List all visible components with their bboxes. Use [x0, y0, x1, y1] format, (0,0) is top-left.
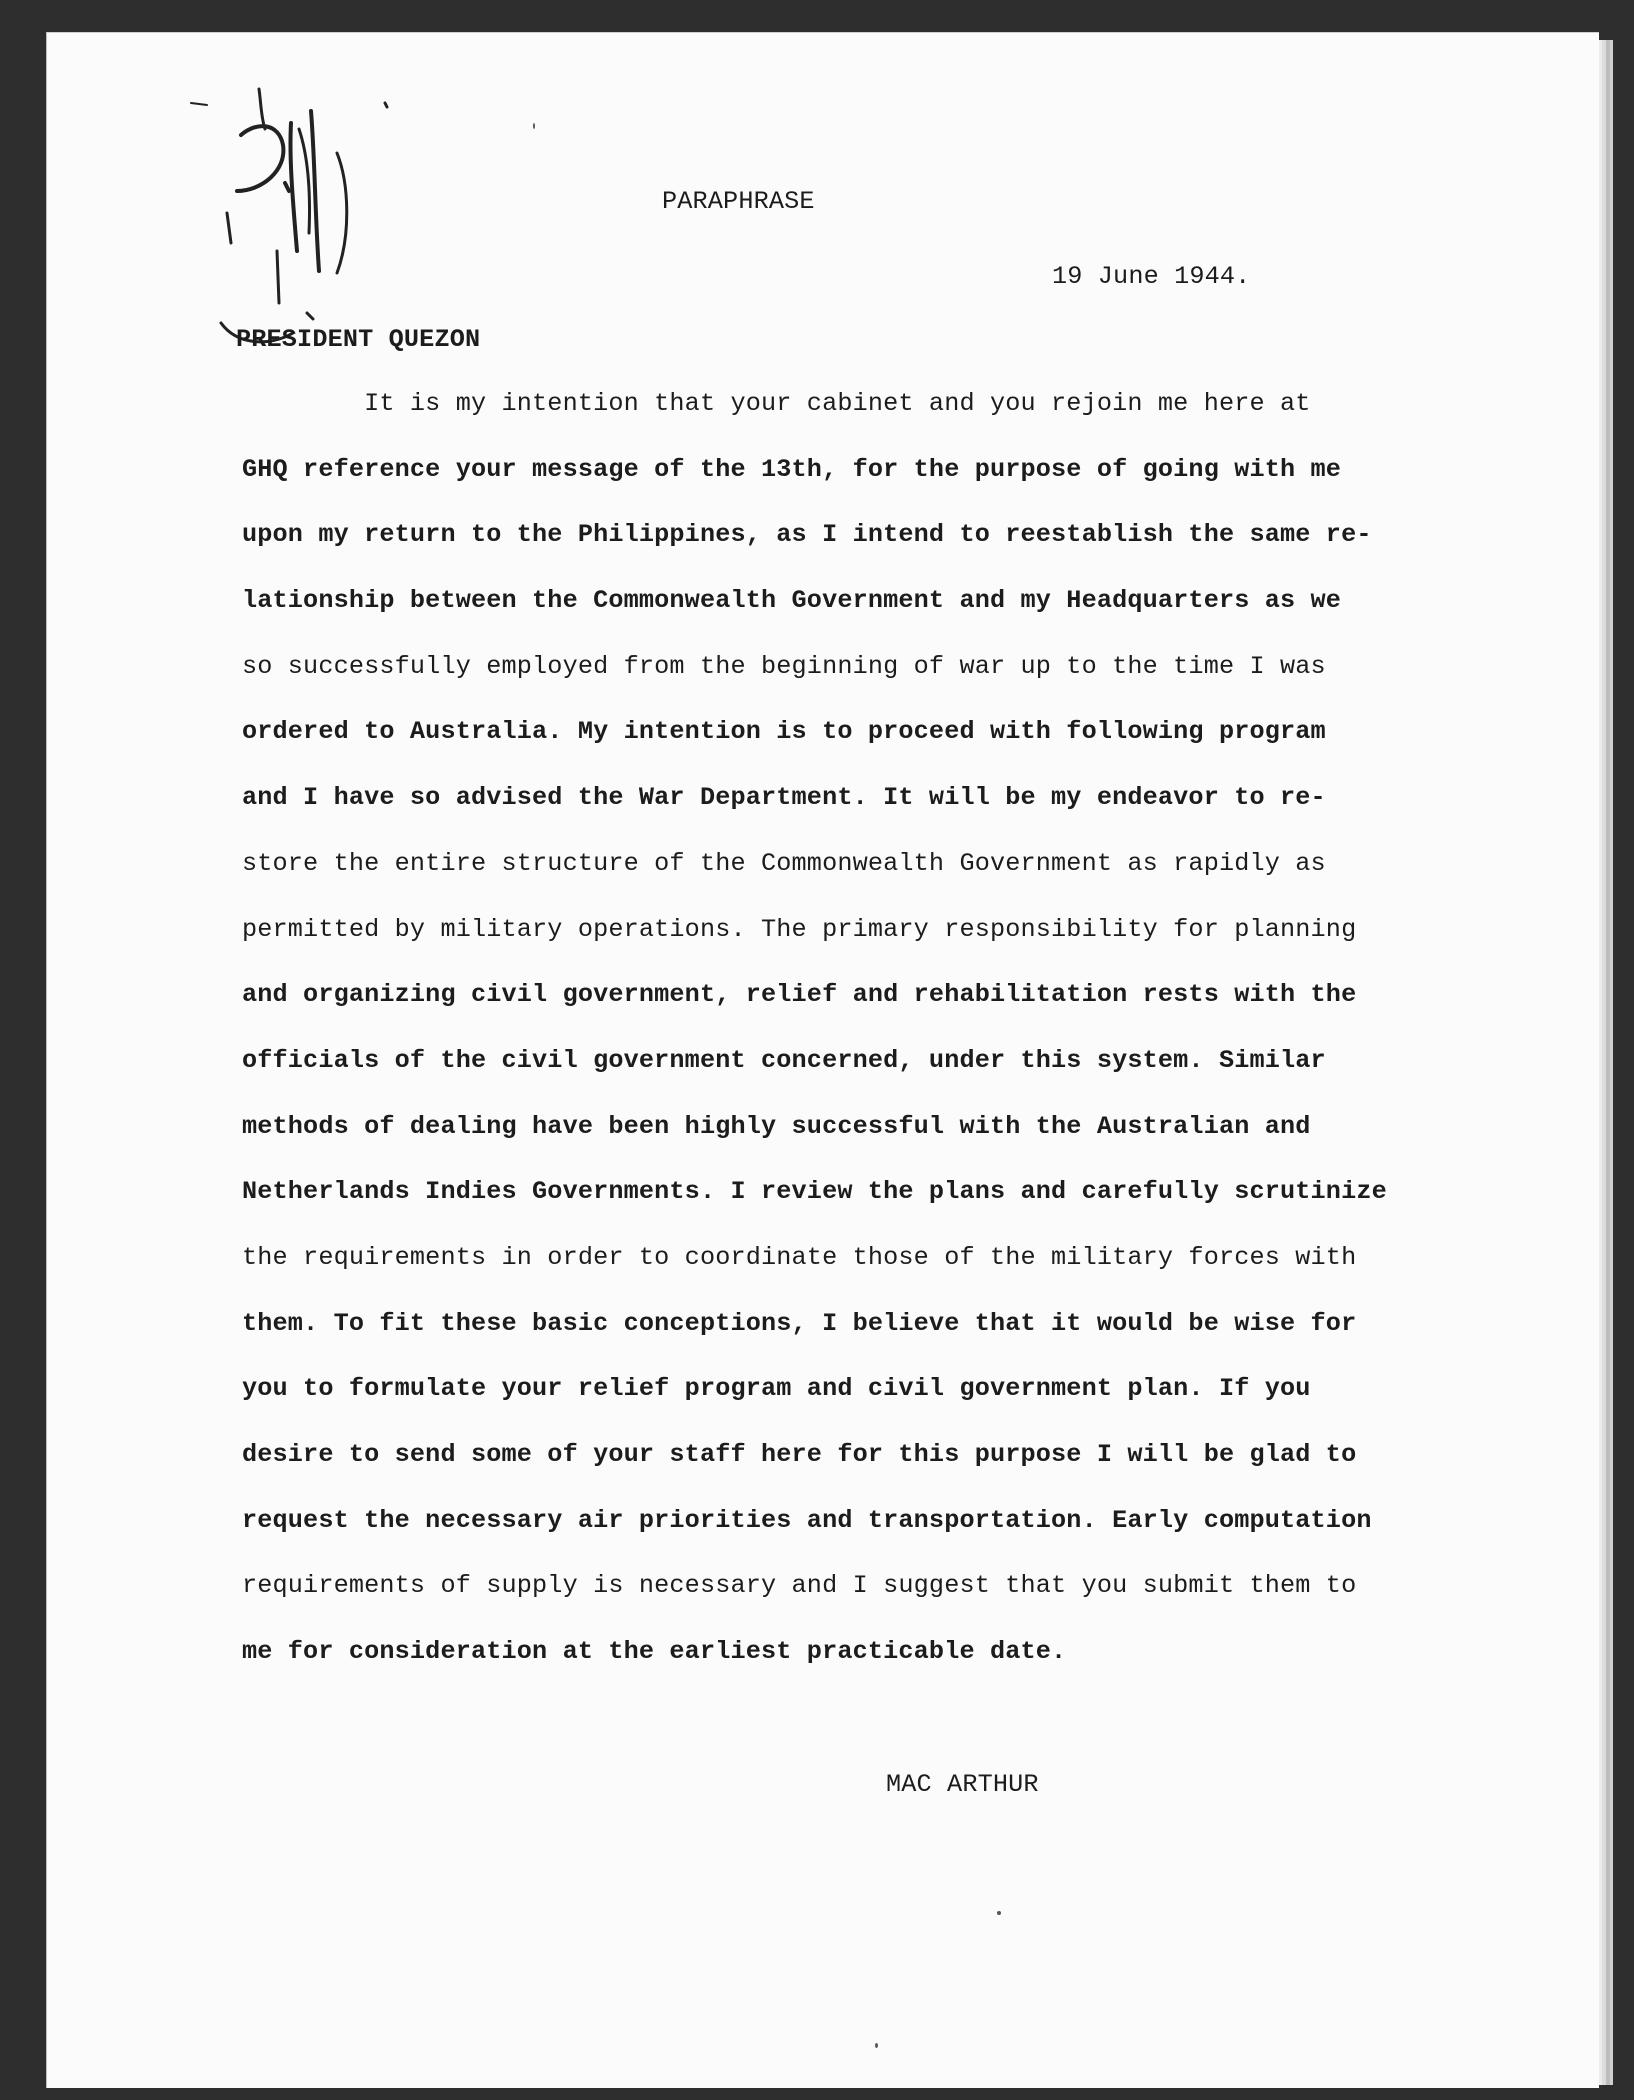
body-line: so successfully employed from the beginning of war up to the time I was [242, 651, 1326, 681]
body-line: desire to send some of your staff here for this purpose I will be glad to [242, 1440, 1357, 1469]
body-line: officials of the civil government concerned, under this system. Similar [242, 1045, 1326, 1075]
body-line: permitted by military operations. The primary responsibility for planning [242, 914, 1357, 944]
body-line: store the entire structure of the Commonwealth Government as rapidly as [242, 848, 1326, 878]
body-line: request the necessary air priorities and transportation. Early computation [242, 1505, 1372, 1535]
handwritten-file-mark [187, 83, 427, 363]
body-line: me for consideration at the earliest practicable date. [242, 1637, 1067, 1667]
salutation: PRESIDENT QUEZON [236, 325, 481, 354]
document-heading: PARAPHRASE [662, 187, 815, 216]
paper-speck [533, 123, 535, 129]
body-line: upon my return to the Philippines, as I intend to reestablish the same re- [242, 520, 1372, 550]
body-line: them. To fit these basic conceptions, I believe that it would be wise for [242, 1308, 1357, 1338]
body-line: and I have so advised the War Department. It will be my endeavor to re- [242, 783, 1326, 813]
document-date: 19 June 1944. [1052, 262, 1251, 291]
body-line: It is my intention that your cabinet and you rejoin me here at [242, 389, 1311, 418]
body-line: Netherlands Indies Governments. I review the plans and carefully scrutinize [242, 1177, 1387, 1207]
body-line: GHQ reference your message of the 13th, for the purpose of going with me [242, 454, 1342, 484]
body-line: the requirements in order to coordinate those of the military forces with [242, 1242, 1357, 1272]
message-body [242, 388, 1482, 1702]
paper-speck [997, 1911, 1001, 1915]
body-line: requirements of supply is necessary and I suggest that you submit them to [242, 1571, 1357, 1601]
body-line: methods of dealing have been highly successful with the Australian and [242, 1111, 1311, 1141]
body-line: and organizing civil government, relief and rehabilitation rests with the [242, 980, 1357, 1010]
body-line: you to formulate your relief program and civil government plan. If you [242, 1374, 1311, 1404]
paper-speck [875, 2043, 878, 2048]
body-line: ordered to Australia. My intention is to proceed with following program [242, 717, 1326, 747]
signature: MAC ARTHUR [886, 1770, 1039, 1799]
body-line: lationship between the Commonwealth Government and my Headquarters as we [242, 586, 1342, 616]
